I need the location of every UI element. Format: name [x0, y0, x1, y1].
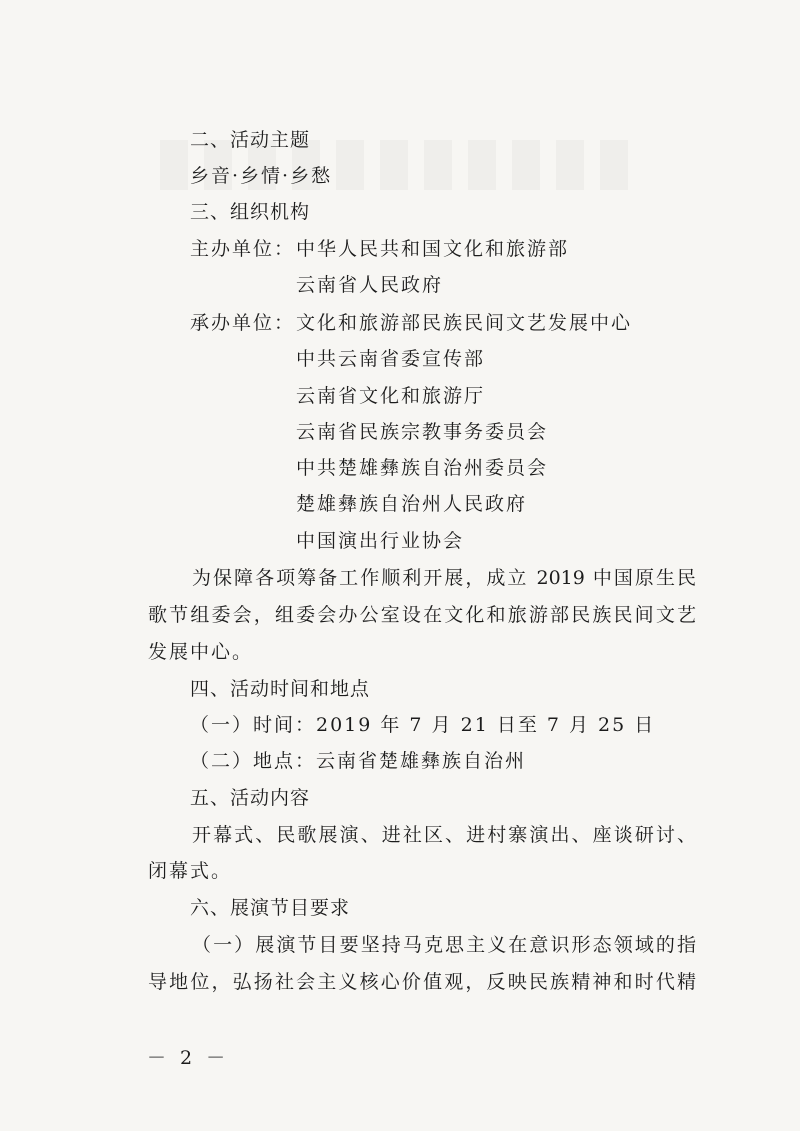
organizer-unit: 中共云南省委宣传部 [296, 348, 486, 370]
organizer-unit: 楚雄彝族自治州人民政府 [296, 493, 528, 515]
content-line: 开幕式、民歌展演、进社区、进村寨演出、座谈研讨、 [192, 824, 696, 846]
organizer-unit: 文化和旅游部民族民间文艺发展中心 [296, 312, 633, 334]
organizer-unit: 中国演出行业协会 [296, 530, 465, 552]
requirement-line: 导地位，弘扬社会主义核心价值观，反映民族精神和时代精 [148, 971, 696, 993]
content-line: 闭幕式。 [148, 860, 233, 882]
host-unit: 云南省人民政府 [296, 274, 444, 296]
organizer-unit: 云南省文化和旅游厅 [296, 385, 486, 407]
paragraph-line: 为保障各项筹备工作顺利开展，成立 2019 中国原生民 [192, 567, 696, 589]
activity-time: （一）时间：2019 年 7 月 21 日至 7 月 25 日 [190, 714, 656, 736]
section3-heading: 三、组织机构 [190, 201, 311, 223]
host-unit: 中华人民共和国文化和旅游部 [296, 238, 570, 260]
organizer-label: 承办单位： [190, 312, 296, 334]
organizer-unit: 中共楚雄彝族自治州委员会 [296, 457, 549, 479]
activity-place: （二）地点：云南省楚雄彝族自治州 [190, 750, 527, 772]
section2-heading: 二、活动主题 [190, 129, 311, 151]
organizer-unit: 云南省民族宗教事务委员会 [296, 421, 549, 443]
section4-heading: 四、活动时间和地点 [190, 678, 371, 700]
paragraph-line: 歌节组委会，组委会办公室设在文化和旅游部民族民间文艺 [148, 604, 696, 626]
host-label: 主办单位： [190, 238, 296, 260]
requirement-line: （一）展演节目要坚持马克思主义在意识形态领域的指 [192, 934, 696, 956]
activity-theme: 乡音·乡情·乡愁 [190, 165, 333, 187]
page-number: － 2 － [147, 1047, 230, 1069]
paragraph-line: 发展中心。 [148, 641, 254, 663]
section6-heading: 六、展演节目要求 [190, 897, 351, 919]
section5-heading: 五、活动内容 [190, 787, 311, 809]
